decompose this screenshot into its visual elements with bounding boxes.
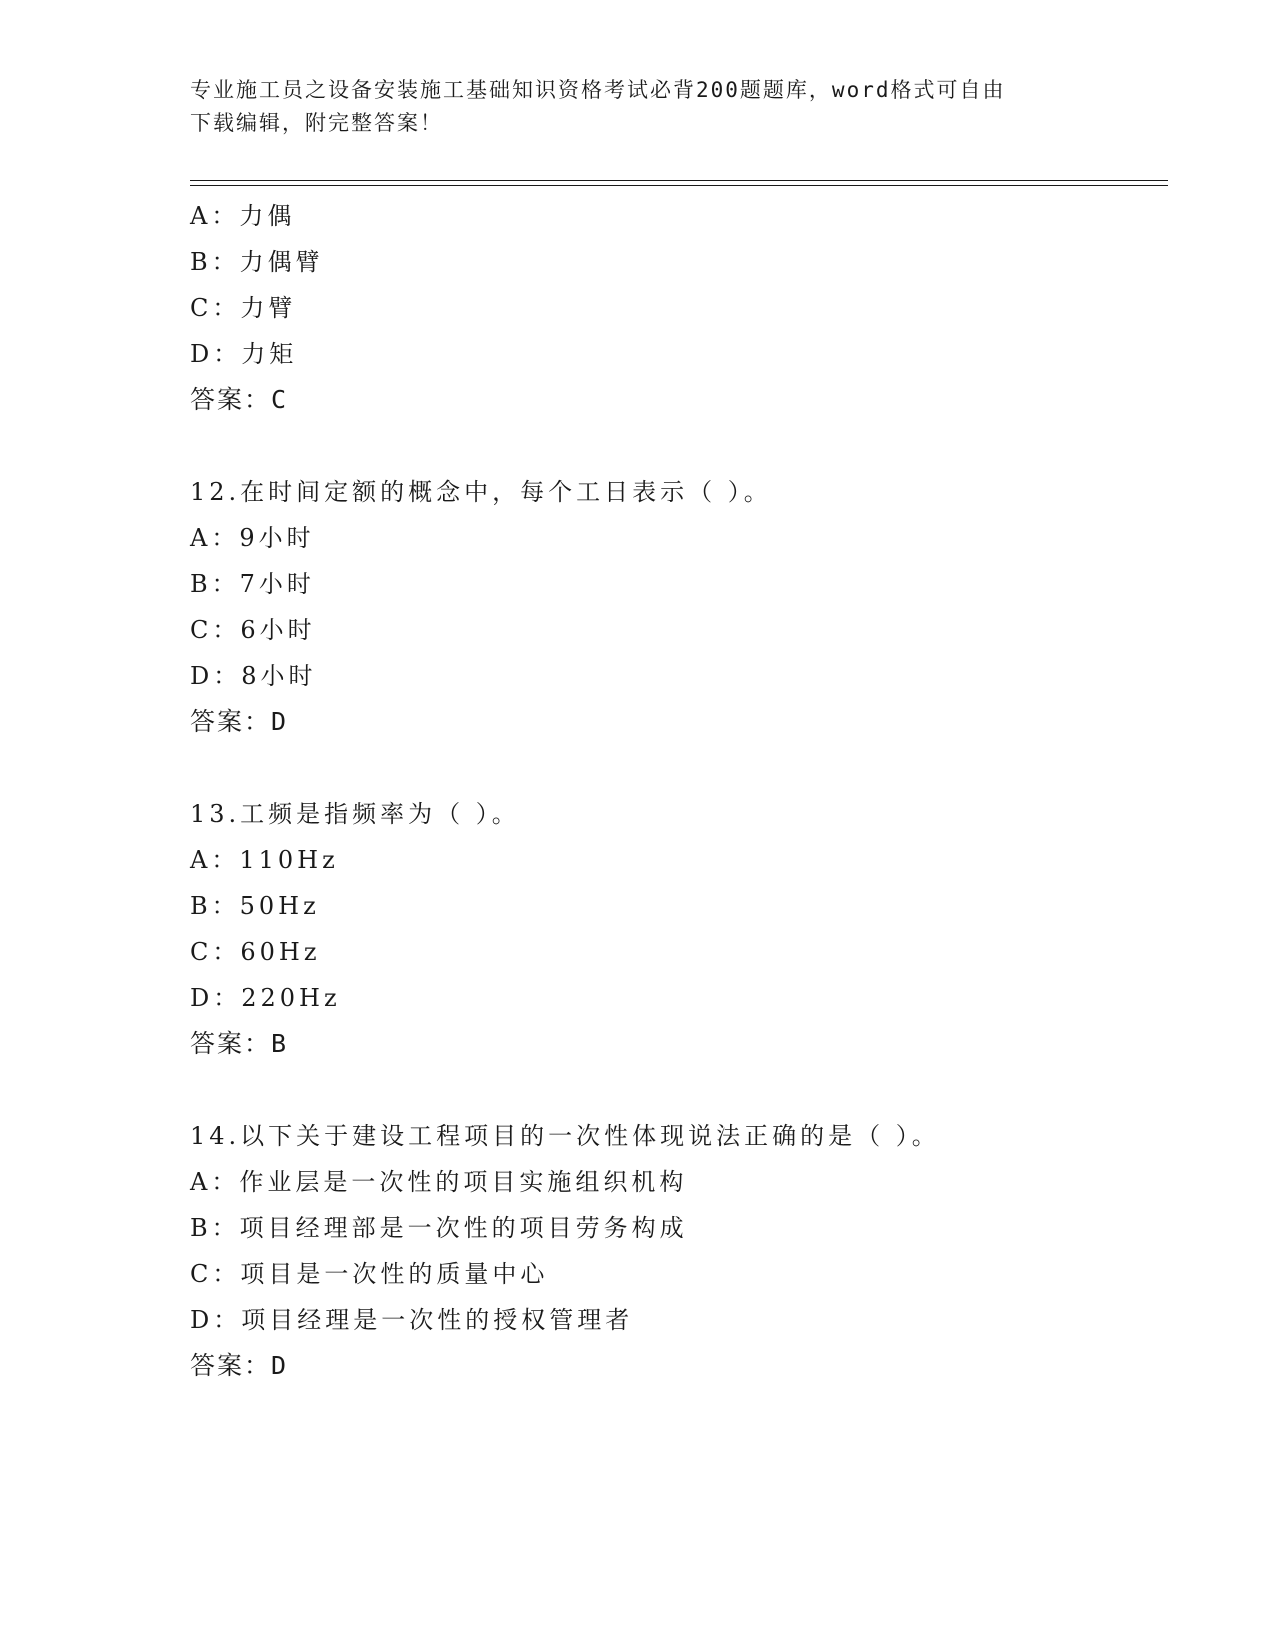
- option-c: C：力臂: [190, 294, 297, 322]
- answer-line: 答案：B: [190, 1029, 289, 1058]
- header-line-1: 专业施工员之设备安装施工基础知识资格考试必背200题题库，word格式可自由: [190, 78, 1006, 102]
- option-c: C：项目是一次性的质量中心: [190, 1260, 549, 1288]
- spacer: [190, 1067, 1168, 1113]
- question-list: [190, 193, 1168, 1389]
- option-d: D：8小时: [190, 662, 317, 690]
- spacer: [190, 745, 1168, 791]
- option-d: D：项目经理是一次性的授权管理者: [190, 1306, 634, 1334]
- header-divider-bottom: [190, 185, 1168, 186]
- option-a: A：110Hz: [190, 846, 339, 874]
- question-block-12: [190, 469, 1168, 745]
- option-b: B：力偶臂: [190, 248, 324, 276]
- option-d: D：220Hz: [190, 984, 341, 1012]
- question-text: 13.工频是指频率为（ ）。: [190, 800, 520, 828]
- answer-line: 答案：D: [190, 707, 289, 736]
- option-a: A：9小时: [190, 524, 315, 552]
- header-line-2: 下载编辑，附完整答案！: [190, 111, 443, 135]
- option-c: C：60Hz: [190, 938, 321, 966]
- question-text: 14.以下关于建设工程项目的一次性体现说法正确的是（ ）。: [190, 1122, 940, 1150]
- option-c: C：6小时: [190, 616, 316, 644]
- option-b: B：项目经理部是一次性的项目劳务构成: [190, 1214, 688, 1242]
- question-block-13: [190, 791, 1168, 1067]
- question-block-14: [190, 1113, 1168, 1389]
- option-a: A：作业层是一次性的项目实施组织机构: [190, 1168, 688, 1196]
- option-b: B：7小时: [190, 570, 315, 598]
- header-divider-top: [190, 180, 1168, 181]
- document-header: [190, 74, 1090, 140]
- option-b: B：50Hz: [190, 892, 320, 920]
- question-text: 12.在时间定额的概念中，每个工日表示（ ）。: [190, 478, 772, 506]
- option-a: A：力偶: [190, 202, 296, 230]
- answer-line: 答案：D: [190, 1351, 289, 1380]
- spacer: [190, 423, 1168, 469]
- option-d: D：力矩: [190, 340, 298, 368]
- answer-line: 答案：C: [190, 385, 289, 414]
- question-block-11: [190, 193, 1168, 423]
